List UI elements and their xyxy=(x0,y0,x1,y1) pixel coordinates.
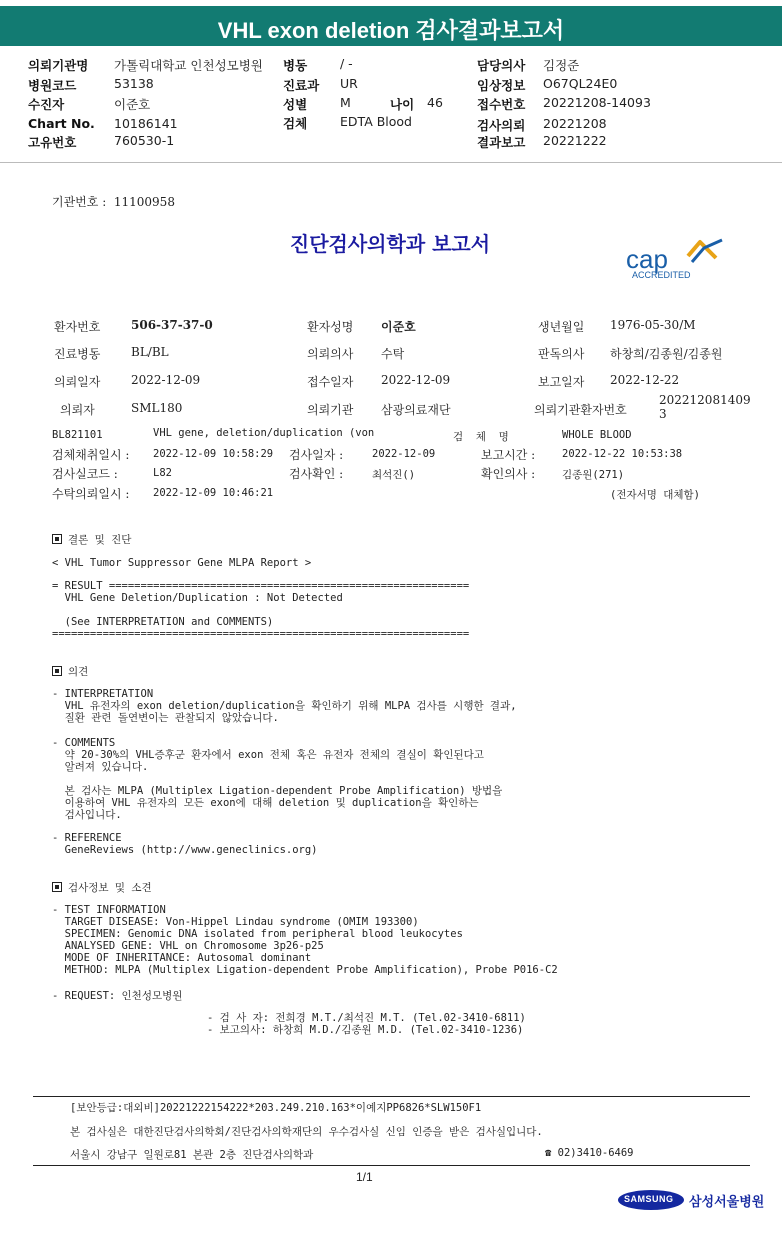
specimen-name-label: 검 체 명 xyxy=(453,431,509,443)
report-date-value: 2022-12-22 xyxy=(610,373,680,387)
institution-patient-no-value: 202212081409 3 xyxy=(659,393,751,421)
lab-address: 서울시 강남구 일원로81 본관 2층 진단검사의학과 xyxy=(70,1149,314,1161)
department-value: UR xyxy=(340,76,358,91)
verifying-doctor-value: 김종원(271) xyxy=(562,469,625,481)
section-bullet-icon xyxy=(52,882,62,892)
request-text: - REQUEST: 인천성모병원 xyxy=(52,990,183,1002)
clinical-info-value: O67QL24E0 xyxy=(543,76,618,91)
hospital-code-value: 53138 xyxy=(114,76,154,91)
test-date-value: 2022-12-09 xyxy=(372,448,436,460)
patient-no-value: 506-37-37-0 xyxy=(131,318,213,332)
receipt-no-label: 접수번호 xyxy=(477,97,526,112)
reading-doctor-value: 하창희/김종원/김종원 xyxy=(610,347,723,361)
birth-date-label: 생년월일 xyxy=(538,320,585,334)
sex-value: M xyxy=(340,95,351,110)
cap-accredited-logo xyxy=(626,238,726,284)
lab-code-label: 검사실코드 : xyxy=(52,467,118,481)
ward-row-label: 진료병동 xyxy=(54,347,101,361)
patient-value: 이준호 xyxy=(114,97,151,112)
request-date-label: 검사의뢰 xyxy=(477,118,526,133)
cap-logo-text: cap xyxy=(626,244,668,274)
unique-no-label: 고유번호 xyxy=(28,135,77,150)
hospital-name-label: 의뢰기관명 xyxy=(28,58,89,73)
receipt-date-label: 접수일자 xyxy=(307,375,354,389)
samsung-hospital-logo xyxy=(618,1188,765,1212)
chart-no-label: Chart No. xyxy=(28,116,95,131)
section-test-info xyxy=(52,880,152,895)
collection-time-value: 2022-12-09 10:58:29 xyxy=(153,448,274,460)
result-divider-bottom: ================================================================== xyxy=(52,628,470,640)
page-number: 1/1 xyxy=(356,1170,373,1184)
verifying-doctor-label: 확인의사 : xyxy=(481,467,536,481)
institution-no-value: 11100958 xyxy=(113,195,175,209)
report-time-label: 보고시간 : xyxy=(481,448,536,462)
age-label: 나이 xyxy=(390,97,415,112)
footer-divider-top xyxy=(33,1096,750,1097)
section-test-info-title: 검사정보 및 소견 xyxy=(68,882,152,894)
result-value: VHL Gene Deletion/Duplication : Not Detected xyxy=(52,592,343,604)
samsung-brand-text: SAMSUNG xyxy=(624,1194,674,1204)
result-date-label: 결과보고 xyxy=(477,135,526,150)
header-title: VHL exon deletion 검사결과보고서 xyxy=(217,18,565,43)
specimen-name-value: WHOLE BLOOD xyxy=(562,429,632,441)
report-date-label: 보고일자 xyxy=(538,375,585,389)
sex-label: 성별 xyxy=(283,97,308,112)
institution-no-label: 기관번호 xyxy=(52,195,99,209)
ward-value: / - xyxy=(340,56,353,71)
birth-date-value: 1976-05-30/M xyxy=(610,318,696,332)
unique-no-value: 760530-1 xyxy=(114,133,175,148)
institution-no: 기관번호 : 11100958 xyxy=(52,195,175,209)
section-opinion xyxy=(52,664,88,679)
result-see-note: (See INTERPRETATION and COMMENTS) xyxy=(52,616,274,628)
institution-patient-no-label: 의뢰기관환자번호 xyxy=(534,403,627,417)
test-code: BL821101 xyxy=(52,429,103,441)
test-name: VHL gene, deletion/duplication (von xyxy=(153,427,375,439)
interpretation-text: - INTERPRETATION VHL 유전자의 exon deletion/duplication을 확인하기 위해 MLPA 검사를 시행한 결과, 질환 관련 돌연변이는 관찰되지 않았습니다. xyxy=(52,688,517,724)
clinical-info-label: 임상정보 xyxy=(477,78,526,93)
consign-time-value: 2022-12-09 10:46:21 xyxy=(153,487,274,499)
doctor-value: 김정준 xyxy=(543,58,580,73)
test-verify-label: 검사확인 : xyxy=(289,467,344,481)
section-bullet-icon xyxy=(52,666,62,676)
certification-line: 본 검사실은 대한진단검사의학회/진단검사의학재단의 우수검사실 신임 인증을 받은 검사실입니다. xyxy=(70,1126,543,1138)
collection-time-label: 검체채취일시 : xyxy=(52,448,130,462)
lab-phone: ☎ 02)3410-6469 xyxy=(545,1147,634,1159)
specimen-type-label: 검체 xyxy=(283,116,308,131)
section-conclusion xyxy=(52,532,131,547)
request-date-row-label: 의뢰일자 xyxy=(54,375,101,389)
test-verify-value: 최석진() xyxy=(372,469,416,481)
patient-no-label: 환자번호 xyxy=(54,320,101,334)
test-date-label: 검사일자 : xyxy=(289,448,344,462)
request-date-value: 20221208 xyxy=(543,116,607,131)
referring-doctor-value: 수탁 xyxy=(381,347,405,361)
requesting-institution-label: 의뢰기관 xyxy=(307,403,354,417)
test-information-text: - TEST INFORMATION TARGET DISEASE: Von-Hippel Lindau syndrome (OMIM 193300) SPECIMEN: Genomic DNA isolated from peripheral blood leukocytes ANALYSED GENE: VHL on Chromosome 3p26-p25 MODE OF INHERITANCE: Autosomal dominant METHOD: MLPA (Multiplex Ligation-dependent Probe Amplification), Probe P016-C2 xyxy=(52,904,558,976)
reading-doctor-label: 판독의사 xyxy=(538,347,585,361)
department-label: 진료과 xyxy=(283,78,320,93)
hospital-code-label: 병원코드 xyxy=(28,78,77,93)
result-divider-top: = RESULT ========================================================= xyxy=(52,580,470,592)
staff-text: - 검 사 자: 전희경 M.T./최석진 M.T. (Tel.02-3410-6811) - 보고의사: 하창희 M.D./김종원 M.D. (Tel.02-3410-1236) xyxy=(207,1012,526,1036)
comments-text: - COMMENTS 약 20-30%의 VHL증후군 환자에서 exon 전체 혹은 유전자 전체의 결실이 확인된다고 알려져 있습니다. 본 검사는 MLPA (Multiplex Ligation-dependent Probe Amplification) 방법을 이용하여 VHL 유전자의 모든 exon에 대해 deletion 및 duplication을 확인하는 검사입니다. xyxy=(52,737,503,821)
requesting-institution-value: 삼광의료재단 xyxy=(381,403,451,417)
requester-label: 의뢰자 xyxy=(60,403,95,417)
section-bullet-icon xyxy=(52,534,62,544)
referring-doctor-label: 의뢰의사 xyxy=(307,347,354,361)
patient-name-label: 환자성명 xyxy=(307,320,354,334)
section-conclusion-title: 결론 및 진단 xyxy=(68,534,132,546)
requester-value: SML180 xyxy=(131,401,183,415)
age-value: 46 xyxy=(427,95,443,110)
e-signature-note: (전자서명 대체함) xyxy=(610,489,700,501)
header-divider xyxy=(0,162,782,163)
report-title-bar xyxy=(0,6,782,46)
ward-label: 병동 xyxy=(283,58,308,73)
mlpa-report-header: < VHL Tumor Suppressor Gene MLPA Report > xyxy=(52,557,312,569)
ward-row-value: BL/BL xyxy=(131,345,169,359)
doctor-label: 담당의사 xyxy=(477,58,526,73)
section-opinion-title: 의견 xyxy=(68,666,89,678)
reference-text: - REFERENCE GeneReviews (http://www.geneclinics.org) xyxy=(52,832,318,856)
security-line: [보안등급:대외비]20221222154222*203.249.210.163*이예지PP6826*SLW150F1 xyxy=(70,1102,482,1114)
lab-code-value: L82 xyxy=(153,467,172,479)
receipt-no-value: 20221208-14093 xyxy=(543,95,651,110)
consign-time-label: 수탁의뢰일시 : xyxy=(52,487,130,501)
footer-divider-bottom xyxy=(33,1165,750,1166)
specimen-type-value: EDTA Blood xyxy=(340,114,412,129)
request-date-row-value: 2022-12-09 xyxy=(131,373,201,387)
hospital-brand-text: 삼성서울병원 xyxy=(689,1195,765,1210)
cap-logo-subtext: ACCREDITED xyxy=(632,270,691,280)
patient-name-value: 이준호 xyxy=(381,320,416,334)
result-date-value: 20221222 xyxy=(543,133,607,148)
patient-label: 수진자 xyxy=(28,97,65,112)
hospital-name-value: 가톨릭대학교 인천성모병원 xyxy=(114,58,263,73)
report-time-value: 2022-12-22 10:53:38 xyxy=(562,448,683,460)
lab-report-title: 진단검사의학과 보고서 xyxy=(289,232,491,256)
receipt-date-value: 2022-12-09 xyxy=(381,373,451,387)
chart-no-value: 10186141 xyxy=(114,116,178,131)
